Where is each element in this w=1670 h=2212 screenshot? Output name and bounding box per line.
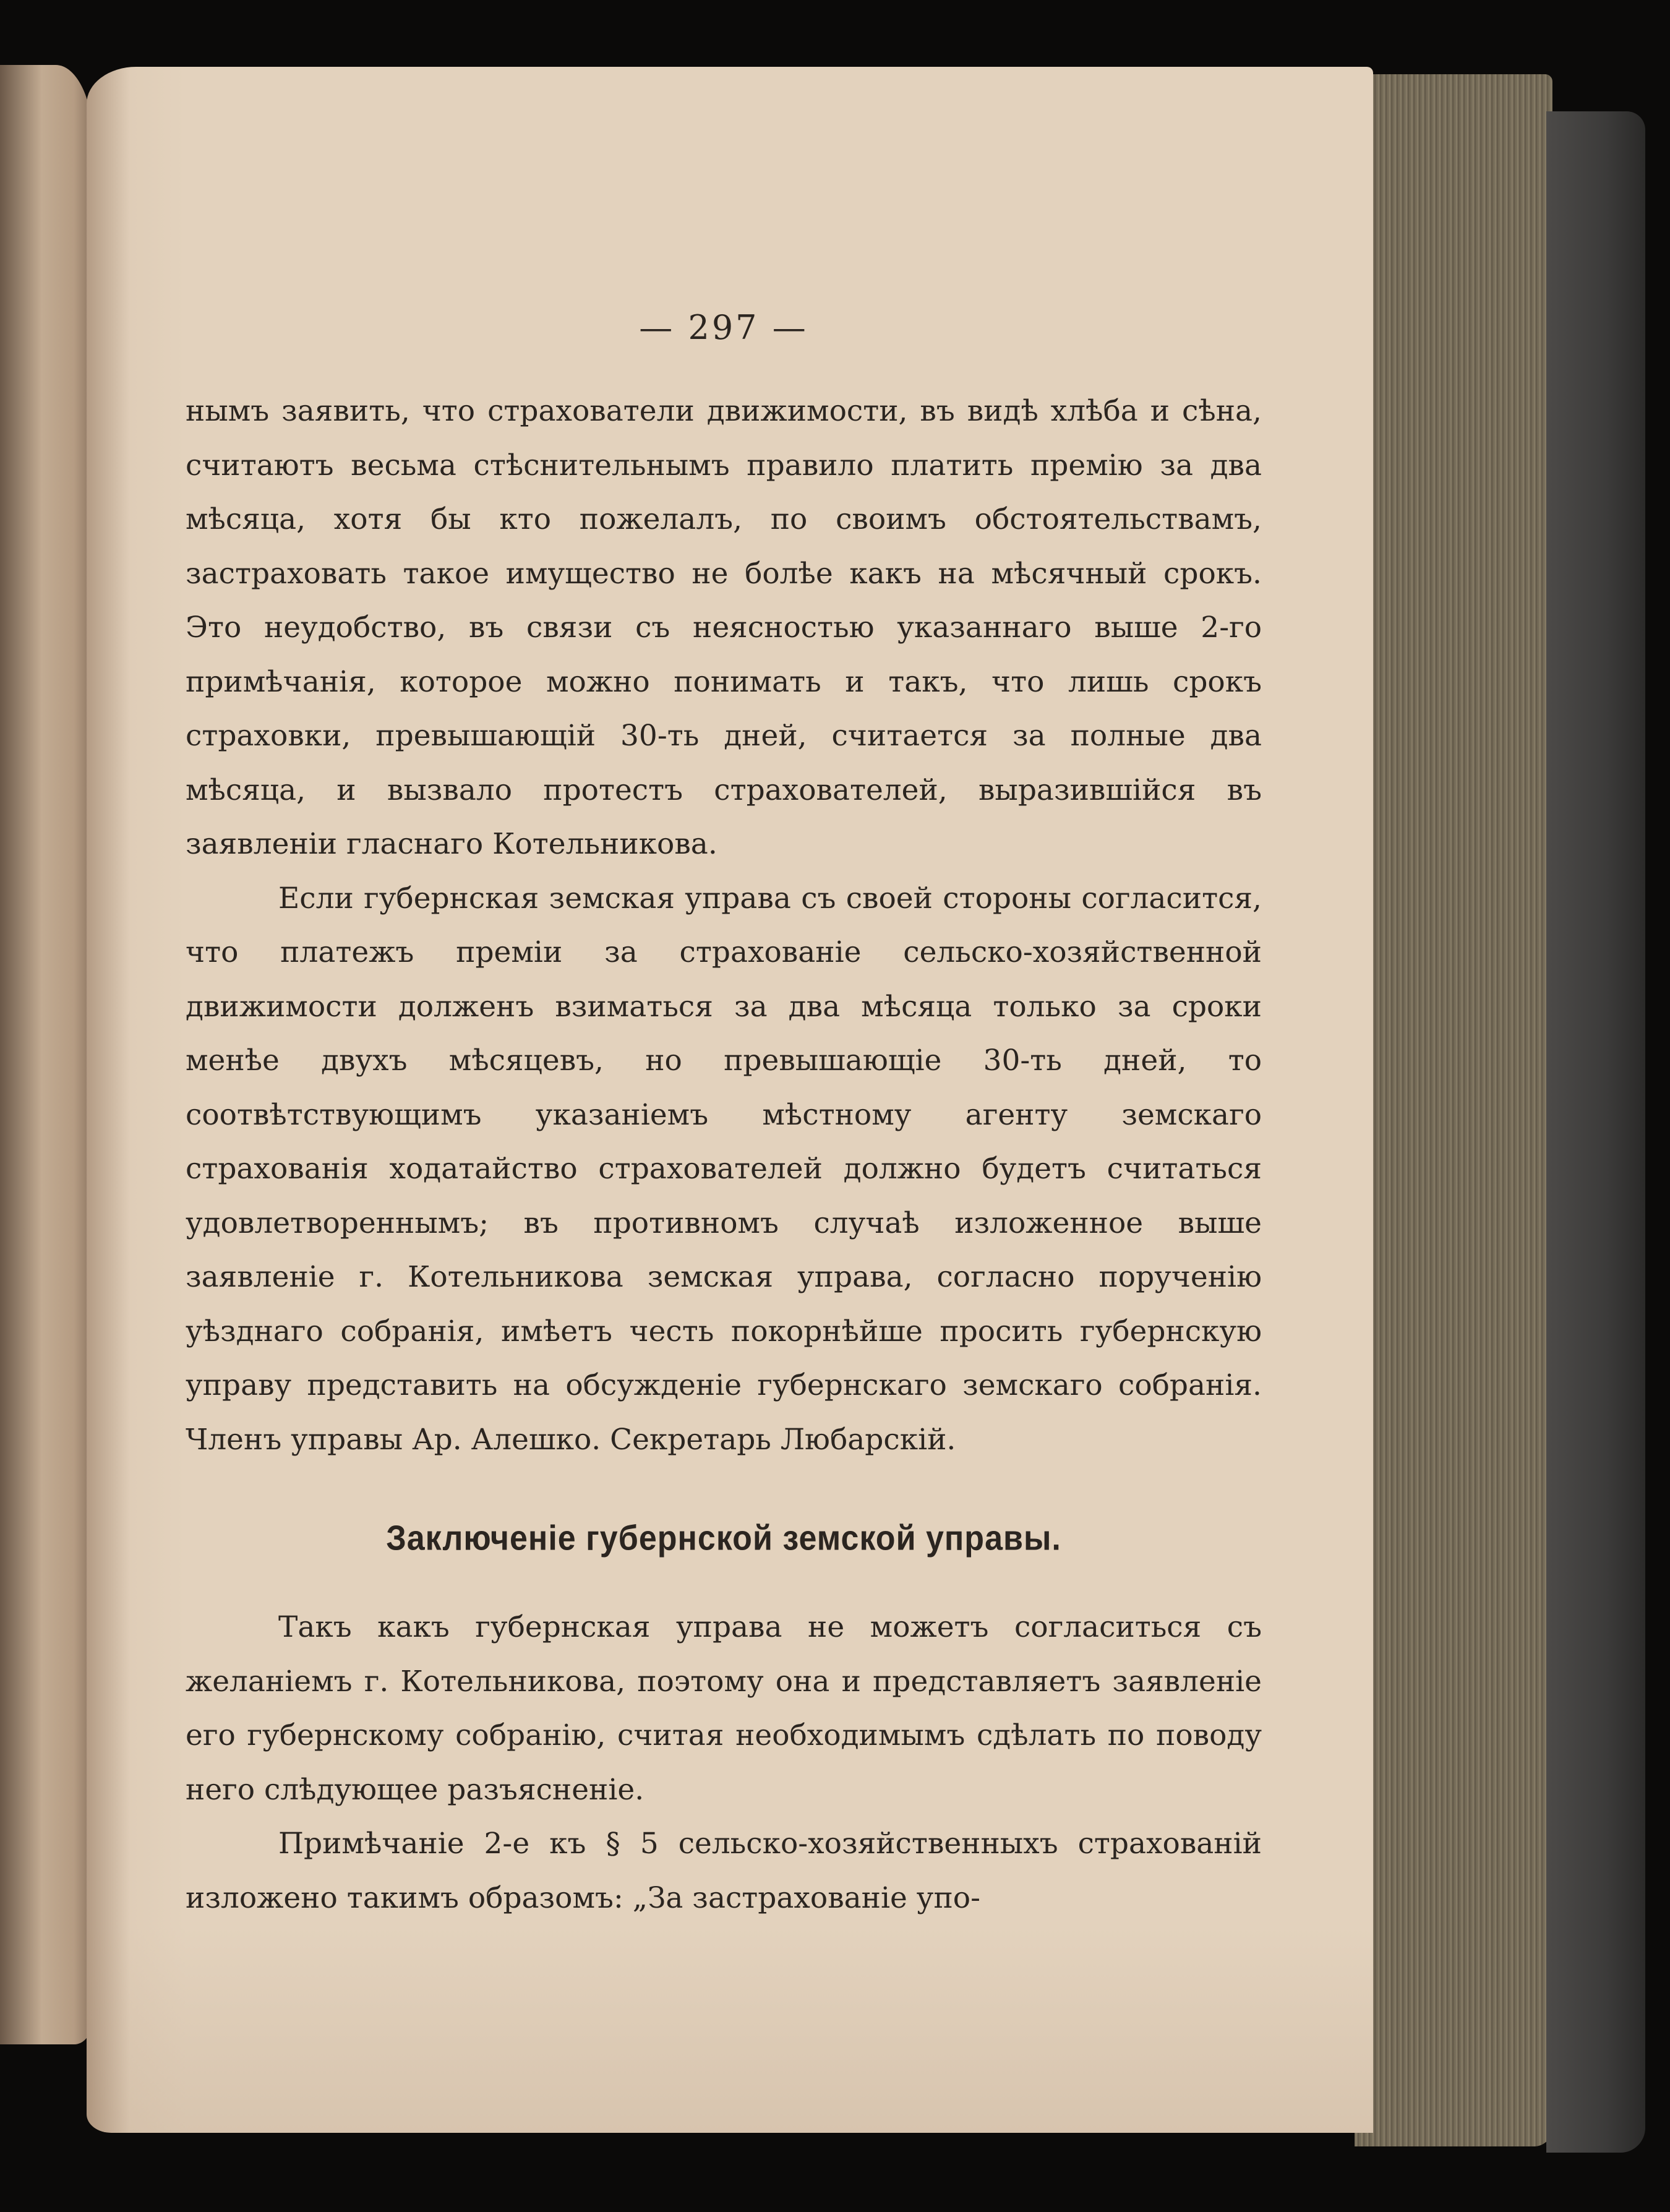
paragraph: нымъ заявить, что страхователи движимости, въ видѣ хлѣба и сѣна, считаютъ весьма стѣснительнымъ правило платить премію за два мѣсяца, хотя бы кто пожелалъ, по своимъ обстоятельствамъ, застраховать такое имущество не болѣе какъ на мѣсячный срокъ. Это неудобство, въ связи съ неясностью указаннаго выше 2-го примѣчанія, которое можно понимать и такъ, что лишь срокъ страховки, превышающій 30-ть дней, считается за полные два мѣсяца, и вызвало протестъ страхователей, выразившійся въ заявленіи гласнаго Котельникова.	[186, 394, 1262, 861]
book-page	[87, 67, 1373, 2133]
paragraph: Если губернская земская управа съ своей стороны согласится, что платежъ преміи за страхованіе сельско-хозяйственной движимости долженъ взиматься за два мѣсяца только за сроки менѣе двухъ мѣсяцевъ, но превышающіе 30-ть дней, то соотвѣтствующимъ указаніемъ мѣстному агенту земскаго страхованія ходатайство страхователей должно будетъ считаться удовлетвореннымъ; въ противномъ случаѣ изложенное выше заявленіе г. Котельникова земская управа, согласно порученію уѣзднаго собранія, имѣетъ честь покорнѣйше просить губернскую управу представить на обсужденіе губернскаго земскаго собранія. Членъ управы Ар. Алешко. Секретарь Любарскій.	[186, 881, 1262, 1457]
page-number: — 297 —	[639, 308, 808, 347]
previous-page-edge	[0, 65, 93, 2044]
paragraph: Такъ какъ губернская управа не можетъ согласиться съ желаніемъ г. Котельникова, поэтому она и представляетъ заявленіе его губернскому собранію, считая необходимымъ сдѣлать по поводу него слѣдующее разъясненіе.	[186, 1610, 1262, 1807]
section-heading: Заключеніе губернской земской управы.	[386, 1519, 1061, 1558]
page-block-edges	[1355, 74, 1552, 2146]
paragraph: Примѣчаніе 2-е къ § 5 сельско-хозяйственныхъ страхованій изложено такимъ образомъ: „За застрахованіе упо-	[186, 1827, 1262, 1915]
page-text	[186, 240, 1262, 1925]
